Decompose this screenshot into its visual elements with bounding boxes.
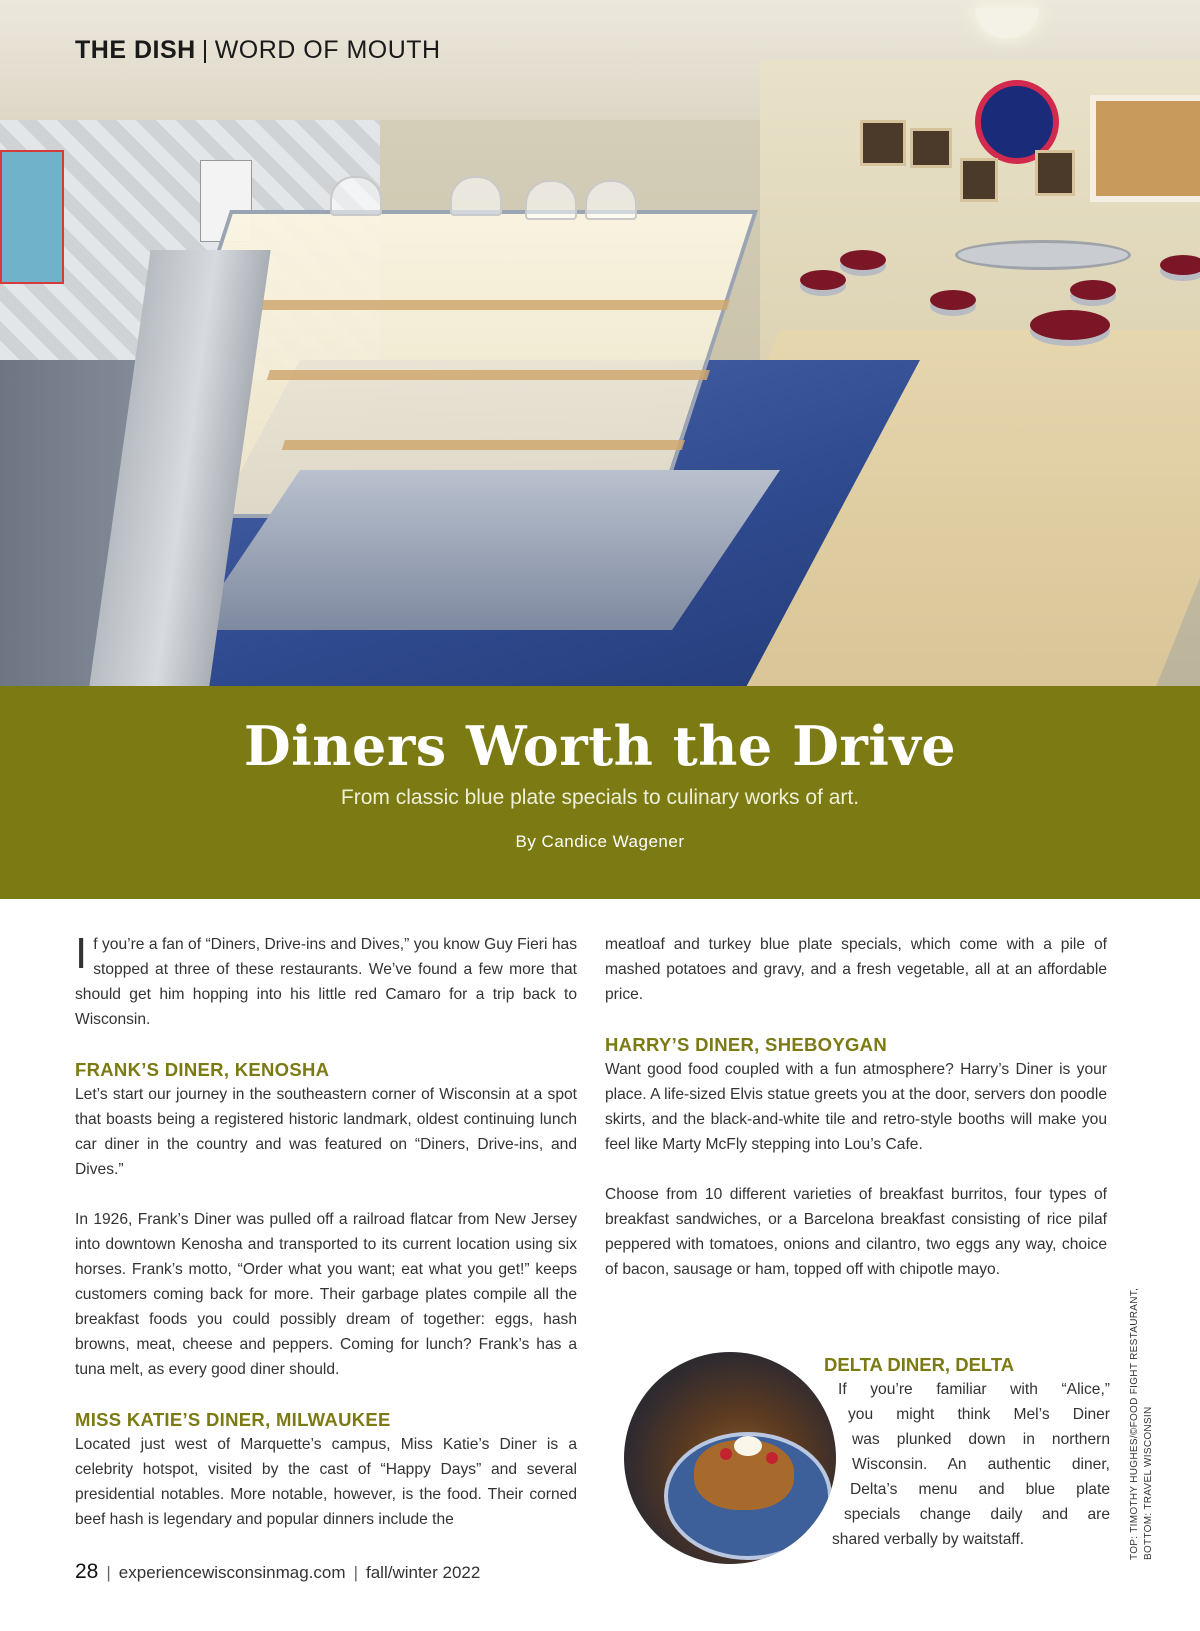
photo-wall-frame	[1035, 150, 1075, 196]
photo-dessert-shelf	[282, 440, 685, 450]
section-heading-miss-katies: MISS KATIE’S DINER, MILWAUKEE	[75, 1409, 391, 1430]
photo-red-stool	[930, 290, 976, 310]
drop-cap: I	[75, 929, 88, 978]
delta-text-line: specials change daily and are	[844, 1506, 1110, 1523]
photo-retro-poster	[0, 150, 64, 284]
photo-whipped-cream	[734, 1436, 762, 1456]
body-paragraph: Want good food coupled with a fun atmosphere? Harry’s Diner is your place. A life-sized Elvis statue greets you at the door, servers don poodle skirts, and the black-and-white tile and retro-style booths will make you feel like Marty McFly stepping into Lou’s Cafe.	[605, 1061, 1107, 1153]
footer-issue: fall/winter 2022	[365, 1563, 481, 1582]
photo-red-stool	[1070, 280, 1116, 300]
left-column	[75, 929, 577, 1557]
delta-text-line: was plunked down in northern	[852, 1431, 1110, 1448]
section-heading-harrys: HARRY’S DINER, SHEBOYGAN	[605, 1034, 887, 1055]
section-label-separator: |	[201, 36, 209, 64]
photo-red-stool	[1160, 255, 1200, 275]
section-label	[75, 36, 441, 65]
photo-cake-dome	[450, 176, 502, 216]
delta-text-line: Wisconsin. An authentic diner,	[852, 1456, 1110, 1473]
photo-dessert-shelf	[257, 300, 730, 310]
photo-dessert-shelf	[267, 370, 710, 380]
page-footer	[75, 1560, 480, 1584]
photo-round-table	[955, 240, 1131, 270]
photo-credit-top: TOP: TIMOTHY HUGHES/©FOOD FIGHT RESTAURANT,	[1129, 1287, 1140, 1560]
body-paragraph-continued: meatloaf and turkey blue plate specials, which come with a pile of mashed potatoes and gravy, and a fresh vegetable, all at an affordable price.	[605, 936, 1107, 1003]
footer-website: experiencewisconsinmag.com	[118, 1563, 346, 1582]
photo-red-stool	[1030, 310, 1110, 340]
photo-red-stool	[840, 250, 886, 270]
delta-text-line: shared verbally by waitstaff.	[832, 1531, 1025, 1548]
article-byline: By Candice Wagener	[515, 832, 685, 851]
photo-cake-dome	[585, 180, 637, 220]
body-paragraph: Let’s start our journey in the southeastern corner of Wisconsin at a spot that boasts being a registered historic landmark, oldest continuing lunch car diner in the country and was featured on “Diners, Drive-ins, and Dives.”	[75, 1086, 577, 1178]
delta-text-line: Delta’s menu and blue plate	[850, 1481, 1110, 1498]
delta-text-line: If you’re familiar with “Alice,”	[838, 1381, 1110, 1398]
section-heading-delta: DELTA DINER, DELTA	[824, 1354, 1015, 1375]
right-column	[605, 932, 1107, 1307]
section-heading-franks: FRANK’S DINER, KENOSHA	[75, 1059, 330, 1080]
body-paragraph: Choose from 10 different varieties of breakfast burritos, four types of breakfast sandwiches, or a Barcelona breakfast consisting of rice pilaf peppered with tomatoes, onions and cilantro, two eggs any way, choice of bacon, sausage or ham, topped off with chipotle mayo.	[605, 1186, 1107, 1278]
hero-photo-diner-interior	[0, 0, 1200, 686]
photo-wall-frame	[910, 128, 952, 168]
photo-cake-dome	[330, 176, 382, 216]
page-number: 28	[75, 1560, 99, 1583]
section-label-strong: THE DISH	[75, 36, 196, 64]
article-subtitle: From classic blue plate specials to culinary works of art.	[340, 786, 860, 809]
intro-paragraph	[75, 929, 577, 1032]
section-label-text: WORD OF MOUTH	[214, 36, 441, 64]
intro-text: f you’re a fan of “Diners, Drive-ins and Dives,” you know Guy Fieri has stopped at three of these restaurants. We’ve found a few more that should get him hopping into his little red Camaro for a trip back to Wisconsin.	[75, 936, 577, 1028]
photo-strawberry	[766, 1452, 778, 1464]
body-paragraph: In 1926, Frank’s Diner was pulled off a railroad flatcar from New Jersey into downtown Kenosha and transported to its current location using six horses. Frank’s motto, “Order what you want; eat what you get!” keeps customers coming back for more. Their garbage plates compile all the breakfast foods you could possibly dream of together: eggs, hash browns, meat, cheese and peppers. Coming for lunch? Frank’s has a tuna melt, as every good diner should.	[75, 1211, 577, 1378]
photo-credit	[1128, 1260, 1156, 1560]
circle-photo-waffle	[624, 1352, 836, 1564]
body-paragraph: Located just west of Marquette’s campus, Miss Katie’s Diner is a celebrity hotspot, visited by the cast of “Happy Days” and several presidential notables. More notable, however, is the food. Their corned beef hash is legendary and popular dinners include the	[75, 1436, 577, 1528]
footer-separator: |	[353, 1563, 358, 1582]
delta-text-line: you might think Mel’s Diner	[848, 1406, 1110, 1423]
footer-separator: |	[106, 1563, 111, 1582]
photo-red-stool	[800, 270, 846, 290]
photo-cork-board	[1090, 95, 1200, 202]
photo-credit-bottom: BOTTOM: TRAVEL WISCONSIN	[1143, 1406, 1154, 1560]
article-title: Diners Worth the Drive	[243, 714, 957, 778]
photo-wall-frame	[860, 120, 906, 166]
delta-section	[820, 1352, 1110, 1552]
photo-cake-dome	[525, 180, 577, 220]
photo-wall-frame	[960, 158, 998, 202]
photo-strawberry	[720, 1448, 732, 1460]
title-band	[0, 686, 1200, 899]
